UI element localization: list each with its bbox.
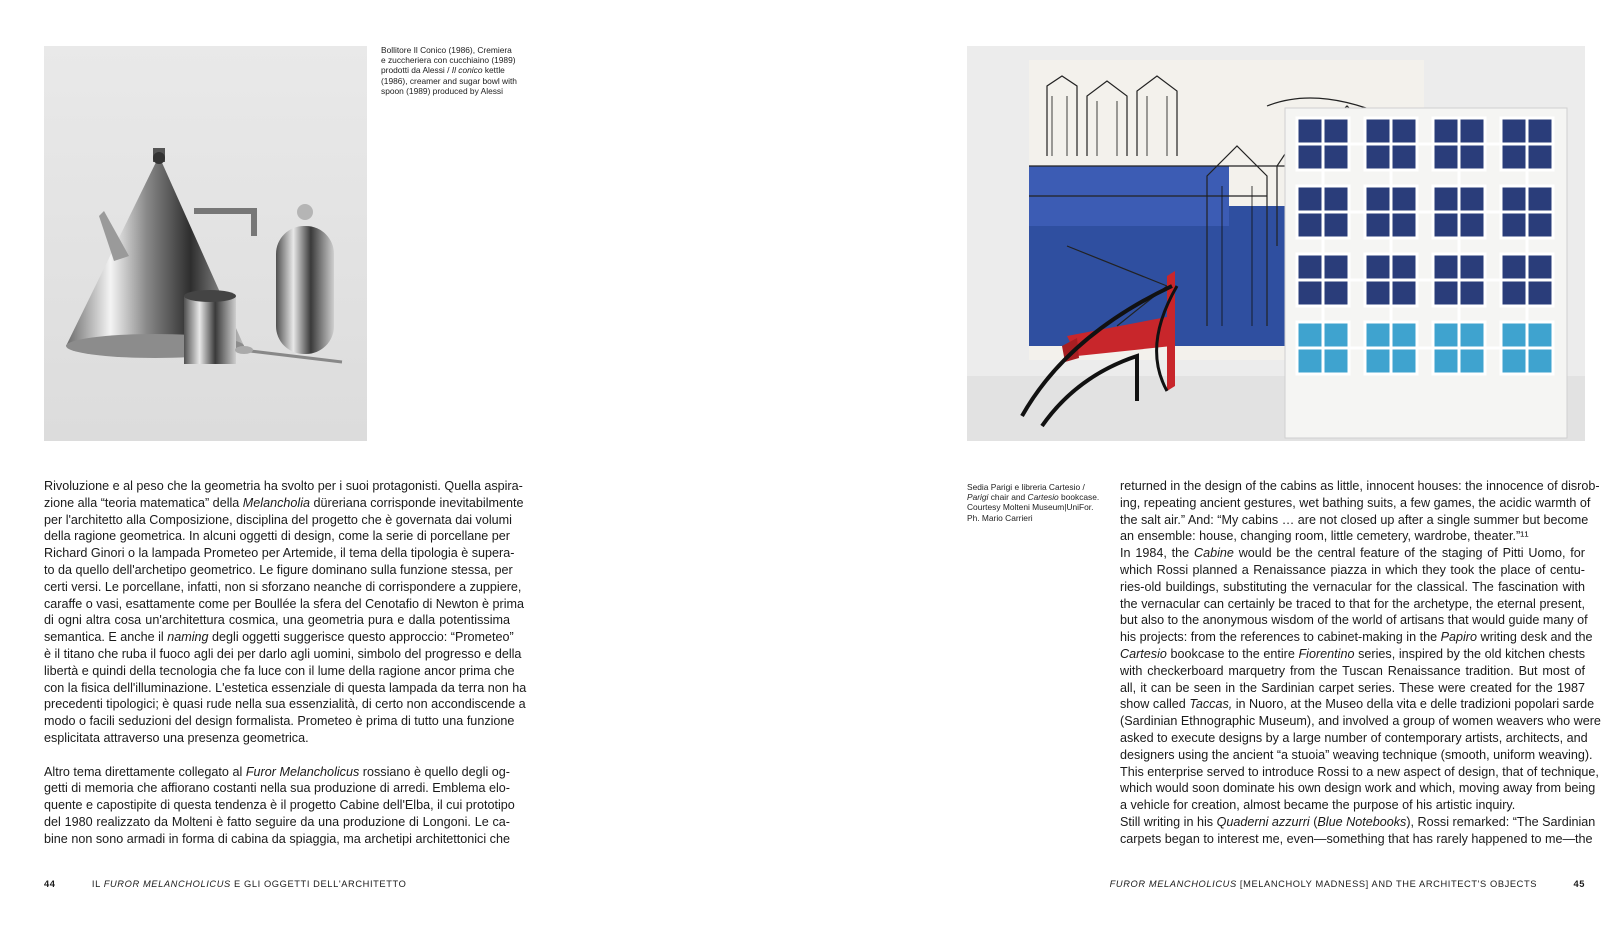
caption-line: Courtesy Molteni Museum|UniFor. — [967, 502, 1094, 513]
text-line: quente e capostipite di questa tendenza è il progetto Cabine dell'Elba, il cui prototipo — [44, 798, 515, 813]
text-line: bine non sono armadi in forma di cabina da spiaggia, ma archetipi architettonici che — [44, 831, 510, 846]
text-line: per l'architetto alla Composizione, disciplina del progetto che è governata dai volumi — [44, 512, 512, 527]
text-line: show called Taccas, in Nuoro, at the Museo della vita e delle tradizioni popolari sarde — [1120, 697, 1595, 712]
text-line: Cartesio bookcase to the entire Fiorentino series, inspired by the old kitchen chests — [1120, 646, 1586, 661]
text-line: but also to the anonymous wisdom of the world of artisans that would guide many of — [1120, 613, 1588, 628]
text-line: Rivoluzione e al peso che la geometria ha svolto per i suoi protagonisti. Quella aspira- — [44, 479, 523, 493]
text-line: all, it can be seen in the Sardinian carpet series. These were created for the 1987 — [1120, 680, 1585, 695]
text-line: ing, repeating ancient gestures, wet bathing suits, a few games, the acidic warmth of — [1120, 495, 1591, 510]
text-line: the vernacular can certainly be traced to that for the archetype, the eternal present, — [1120, 596, 1585, 611]
page-number: 44 — [44, 879, 56, 889]
text-line: esplicitata attraverso una presenza geometrica. — [44, 730, 309, 745]
caption-line: Bollitore Il Conico (1986), Cremiera — [381, 45, 512, 55]
text-line: certi versi. Le porcellane, infatti, non si sforzano neanche di corrispondere a zuppiere, — [44, 579, 522, 594]
caption-line: spoon (1989) produced by Alessi — [381, 85, 503, 96]
text-line: della ragione geometrica. In alcuni oggetti di design, come la serie di porcellane per — [44, 529, 510, 544]
text-line: ries-old buildings, substituting the vernacular for the classical. The fascination with — [1120, 579, 1585, 594]
text-line: the salt air.” And: “My cabins … are not closed up after a single summer but become — [1120, 512, 1589, 527]
left-photo-caption — [381, 45, 521, 96]
text-line: This enterprise served to introduce Rossi to a new aspect of design, that of technique, — [1120, 764, 1599, 779]
text-line: zione alla “teoria matematica” della Melancholia düreriana corrisponde inevitabilmente — [44, 495, 524, 510]
text-line: getti di memoria che affiorano costanti nella sua produzione di arredi. Emblema elo- — [44, 781, 510, 796]
text-line: designers using the ancient “a stuoia” weaving technique (smooth, uniform weaving). — [1120, 747, 1593, 762]
text-line: In 1984, the Cabine would be the central feature of the staging of Pitti Uomo, for — [1120, 546, 1585, 561]
page-number: 45 — [1573, 879, 1585, 889]
text-line: semantica. E anche il naming degli oggetti suggerisce questo approccio: “Prometeo” — [44, 630, 514, 645]
alessi-kettle-photo — [44, 46, 367, 441]
text-line: which would soon dominate his own design work and which, moving away from being — [1120, 781, 1596, 796]
text-line: to da quello dell'archetipo geometrico. Le figure dominano sulla funzione stessa, per — [44, 562, 513, 577]
text-line: di ogni altra cosa un'architettura cosmica, una geometria pura e dalla potentissima — [44, 613, 510, 628]
text-line: a vehicle for creation, almost became the purpose of his artistic inquiry. — [1120, 798, 1516, 813]
text-line: precedenti tipologici; è quasi rude nella sua essenzialità, di certo non accondiscende a — [44, 697, 526, 712]
text-line: which Rossi planned a Renaissance piazza in which they took the place of centu- — [1120, 562, 1585, 577]
text-line: Altro tema direttamente collegato al Furor Melancholicus rossiano è quello degli og- — [44, 764, 511, 779]
text-line: with checkerboard marquetry from the Tuscan Renaissance tradition. But most of — [1120, 663, 1585, 678]
caption-line: Parigi chair and Cartesio bookcase. — [967, 492, 1100, 503]
text-line: Still writing in his Quaderni azzurri (Blue Notebooks), Rossi remarked: “The Sardinian — [1120, 814, 1596, 829]
caption-line: prodotti da Alessi / Il conico kettle — [381, 65, 505, 76]
chair-bookcase-photo — [967, 46, 1585, 441]
text-line: (Sardinian Ethnographic Museum), and involved a group of women weavers who were — [1120, 714, 1601, 729]
text-line: del 1980 realizzato da Molteni è fatto seguire da una produzione di Longoni. Le ca- — [44, 814, 510, 829]
caption-line: (1986), creamer and sugar bowl with — [381, 75, 517, 86]
caption-line: Sedia Parigi e libreria Cartesio / — [967, 482, 1085, 492]
text-line: Richard Ginori o la lampada Prometeo per Artemide, il tema della tipologia è supera- — [44, 546, 515, 561]
right-running-footer — [1110, 879, 1585, 889]
text-line: libertà e quindi della tecnologia che fa luce con il lume della ragione ancor prima che — [44, 663, 515, 678]
caption-line: Ph. Mario Carrieri — [967, 512, 1033, 523]
text-line: carpets began to interest me, even—something that has rarely happened to me—the — [1120, 831, 1593, 846]
running-title: IL FUROR MELANCHOLICUS E GLI OGGETTI DELL'ARCHITETTO — [91, 879, 407, 889]
text-line: asked to execute designs by a large number of contemporary artists, architects, and — [1120, 730, 1588, 745]
right-body-text — [1120, 478, 1601, 848]
text-line: con la fisica dell'illuminazione. L'estetica essenziale di questa lampada da terra non ha — [44, 680, 527, 695]
text-line: his projects: from the references to cabinet-making in the Papiro writing desk and the — [1120, 630, 1593, 645]
text-line: modo o facili seduzioni del design formalista. Prometeo è prima di tutto una funzione — [44, 714, 515, 729]
right-photo-caption — [967, 482, 1107, 523]
text-line: returned in the design of the cabins as little, innocent houses: the innocence of disrob- — [1120, 479, 1600, 493]
running-title: FUROR MELANCHOLICUS [MELANCHOLY MADNESS] AND THE ARCHITECT'S OBJECTS — [1109, 879, 1538, 889]
text-line: è il titano che ruba il fuoco agli dei per darlo agli uomini, simbolo del progresso e della — [44, 646, 522, 661]
caption-line: e zuccheriera con cucchiaino (1989) — [381, 55, 516, 66]
text-line: an ensemble: house, changing room, little cemetery, wardrobe, theater.”¹¹ — [1120, 529, 1529, 544]
left-running-footer — [44, 879, 406, 889]
text-line: caraffe o vasi, esattamente come per Boullée la sfera del Cenotafio di Newton è prima — [44, 596, 524, 611]
left-body-text — [44, 478, 527, 848]
